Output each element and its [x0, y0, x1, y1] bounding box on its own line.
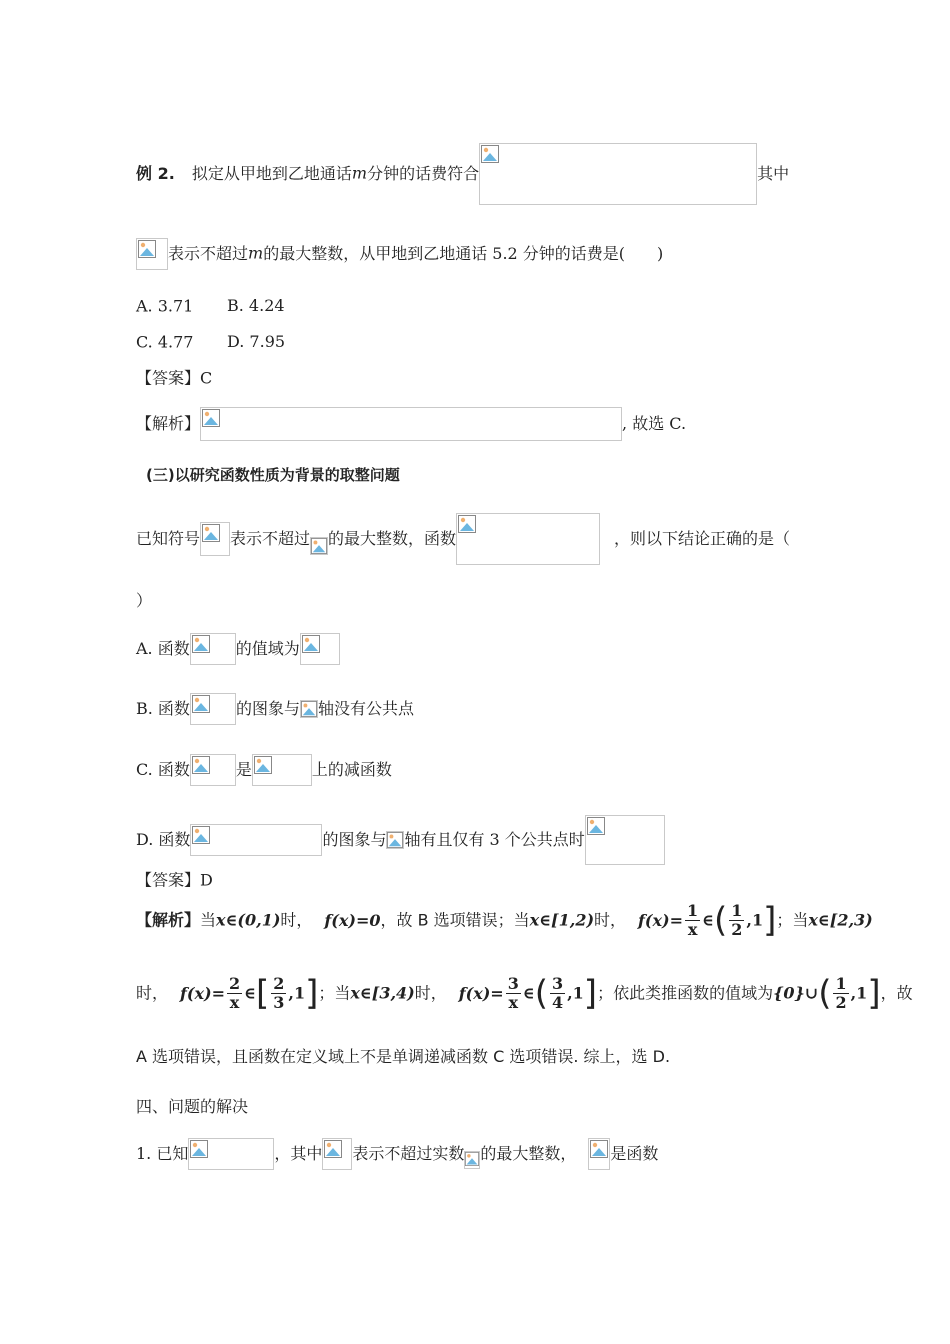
broken-image-icon: [324, 1140, 342, 1158]
paren: ]: [583, 973, 598, 1014]
text: 分钟的话费符合: [367, 164, 480, 183]
math-expr: f(x)=0: [324, 910, 381, 930]
paren: (: [818, 973, 832, 1014]
text: A. 函数: [136, 639, 190, 658]
section3-question: [136, 513, 790, 565]
text: 是函数: [610, 1144, 659, 1163]
answer-value: D: [200, 870, 213, 890]
broken-image-icon: [138, 240, 156, 258]
fraction: [833, 975, 848, 1012]
text: 的最大整数，从甲地到乙地通话 5.2 分钟的话费是( ): [263, 244, 664, 263]
numerator: 3: [507, 974, 519, 993]
denominator: x: [229, 993, 240, 1012]
formula-image: [190, 824, 322, 856]
text: 当: [200, 910, 217, 930]
denominator: 3: [273, 993, 285, 1012]
analysis-line-3: A 选项错误，且函数在定义域上不是单调递减函数 C 选项错误. 综上，选 D.: [136, 1047, 671, 1066]
paren: (: [534, 973, 548, 1014]
numerator: 3: [551, 974, 564, 993]
formula-image: [190, 693, 236, 725]
text: , 故选 C.: [622, 414, 687, 433]
numerator: 1: [687, 901, 699, 920]
text: ；当: [318, 983, 351, 1003]
answer-line: [136, 367, 212, 390]
text: D. 函数: [136, 830, 191, 849]
math-expr: x∈[3,4): [350, 983, 415, 1003]
paren: (: [714, 900, 728, 941]
option-row: [136, 331, 286, 354]
option-c: [136, 754, 392, 786]
broken-image-icon: [254, 756, 272, 774]
math-expr: f(x)=: [180, 983, 225, 1003]
broken-image-icon: [301, 701, 317, 717]
example2-question-line2: [136, 238, 663, 270]
formula-image: [479, 143, 757, 205]
analysis-line-1: [136, 902, 873, 939]
formula-image: [585, 815, 665, 865]
text: 的值域为: [235, 639, 300, 658]
fraction: [729, 902, 744, 939]
formula-image: [252, 754, 312, 786]
math-expr: x∈[1,2): [529, 910, 595, 930]
broken-image-icon: [590, 1140, 608, 1158]
text: 的图象与: [235, 699, 300, 718]
fraction: [685, 902, 700, 939]
formula-image: [188, 1138, 274, 1170]
analysis-line: [136, 407, 686, 441]
section-title: 四、问题的解决: [136, 1097, 249, 1116]
text: 轴有且仅有 3 个公共点时: [404, 830, 585, 849]
text: 的最大整数，函数: [328, 529, 457, 548]
denominator: 4: [551, 993, 564, 1012]
numerator: 2: [273, 974, 285, 993]
text: ，故: [880, 983, 913, 1003]
math-expr: ,1: [567, 983, 584, 1003]
math-expr: f(x)=: [458, 983, 504, 1003]
math-expr: ∈: [702, 910, 714, 930]
formula-image: [464, 1151, 480, 1169]
text: 时，: [594, 910, 627, 930]
option-d: D. 7.95: [227, 332, 286, 351]
text: 的图象与: [322, 830, 387, 849]
text: ，其中: [274, 1144, 323, 1163]
option-d: [136, 815, 665, 865]
text: 拟定从甲地到乙地通话: [191, 164, 352, 183]
answer-label: 【答案】: [136, 870, 201, 890]
math-expr: ,1: [288, 983, 306, 1003]
numerator: 1: [731, 901, 743, 920]
denominator: 2: [835, 993, 847, 1012]
fraction: [227, 975, 242, 1012]
formula-image: [200, 407, 622, 441]
formula-image: [300, 633, 340, 665]
broken-image-icon: [190, 1140, 208, 1158]
formula-image: [386, 831, 404, 849]
text: 表示不超过: [230, 529, 311, 548]
denominator: x: [508, 993, 519, 1012]
text: ，故 B 选项错误；当: [380, 910, 530, 930]
section-title: (三)以研究函数性质为背景的取整问题: [146, 466, 400, 484]
text: C. 函数: [136, 760, 190, 779]
option-a: [136, 633, 340, 665]
example-label: 例 2.: [136, 164, 175, 183]
broken-image-icon: [458, 515, 476, 533]
formula-image: [190, 754, 236, 786]
math-expr: ∈: [522, 983, 535, 1003]
option-b: B. 4.24: [227, 296, 285, 315]
text: 已知符号: [136, 529, 201, 548]
formula-image: [456, 513, 600, 565]
text: 是: [235, 760, 252, 779]
formula-image: [190, 633, 236, 665]
broken-image-icon: [192, 756, 210, 774]
text: ；当: [776, 910, 809, 930]
math-expr: ,1: [746, 910, 764, 930]
text: 时，: [136, 983, 169, 1003]
fraction: [506, 975, 521, 1012]
text: 的最大整数，: [480, 1144, 577, 1163]
broken-image-icon: [465, 1152, 479, 1166]
broken-image-icon: [202, 409, 220, 427]
broken-image-icon: [192, 635, 210, 653]
paren: ]: [763, 900, 777, 941]
broken-image-icon: [192, 826, 210, 844]
denominator: x: [687, 920, 698, 939]
text: 表示不超过: [168, 244, 249, 263]
numerator: 1: [835, 974, 847, 993]
text: 表示不超过实数: [352, 1144, 465, 1163]
option-a: A. 3.71: [136, 296, 194, 316]
text: ，则以下结论正确的是（: [614, 529, 791, 548]
text: 上的减函数: [311, 760, 392, 779]
math-expr: ∈: [244, 983, 256, 1003]
formula-image: [310, 537, 328, 555]
option-row: [136, 295, 285, 318]
formula-image: [300, 700, 318, 718]
var-m: m: [248, 243, 264, 263]
fraction: [271, 975, 286, 1012]
text: 时，: [280, 910, 313, 930]
math-expr: x∈[2,3): [808, 910, 873, 930]
broken-image-icon: [481, 145, 499, 163]
broken-image-icon: [302, 635, 320, 653]
numerator: 2: [228, 974, 241, 993]
paren: ]: [867, 973, 881, 1014]
broken-image-icon: [192, 695, 210, 713]
text: 1. 已知: [136, 1144, 189, 1163]
math-expr: f(x)=: [638, 910, 684, 930]
analysis-label: 【解析】: [136, 910, 201, 930]
formula-image: [136, 238, 168, 270]
analysis-label: 【解析】: [136, 414, 201, 433]
answer-value: C: [200, 368, 213, 388]
answer-line: [136, 869, 213, 892]
text: 时，: [414, 983, 447, 1003]
formula-image: [200, 522, 230, 556]
example2-question-line1: [136, 143, 789, 205]
math-expr: {0}∪: [773, 983, 819, 1003]
formula-image: [588, 1138, 610, 1170]
text: B. 函数: [136, 699, 190, 718]
option-b: [136, 693, 414, 725]
text: ）: [136, 591, 153, 610]
math-expr: ,1: [850, 983, 868, 1003]
option-c: C. 4.77: [136, 332, 194, 352]
paren: ]: [305, 973, 319, 1014]
var-m: m: [351, 163, 368, 183]
section4-question-1: [136, 1138, 658, 1170]
text: 其中: [757, 164, 790, 183]
broken-image-icon: [387, 832, 403, 848]
formula-image: [322, 1138, 352, 1170]
broken-image-icon: [311, 538, 327, 554]
denominator: 2: [731, 920, 743, 939]
text: 轴没有公共点: [317, 699, 414, 718]
analysis-line-2: [136, 975, 913, 1012]
text: ；依此类推函数的值域为: [597, 983, 774, 1003]
broken-image-icon: [202, 524, 220, 542]
broken-image-icon: [587, 817, 605, 835]
paren: [: [255, 973, 270, 1014]
math-expr: x∈(0,1): [216, 910, 281, 930]
fraction: [550, 975, 565, 1012]
answer-label: 【答案】: [136, 368, 201, 388]
